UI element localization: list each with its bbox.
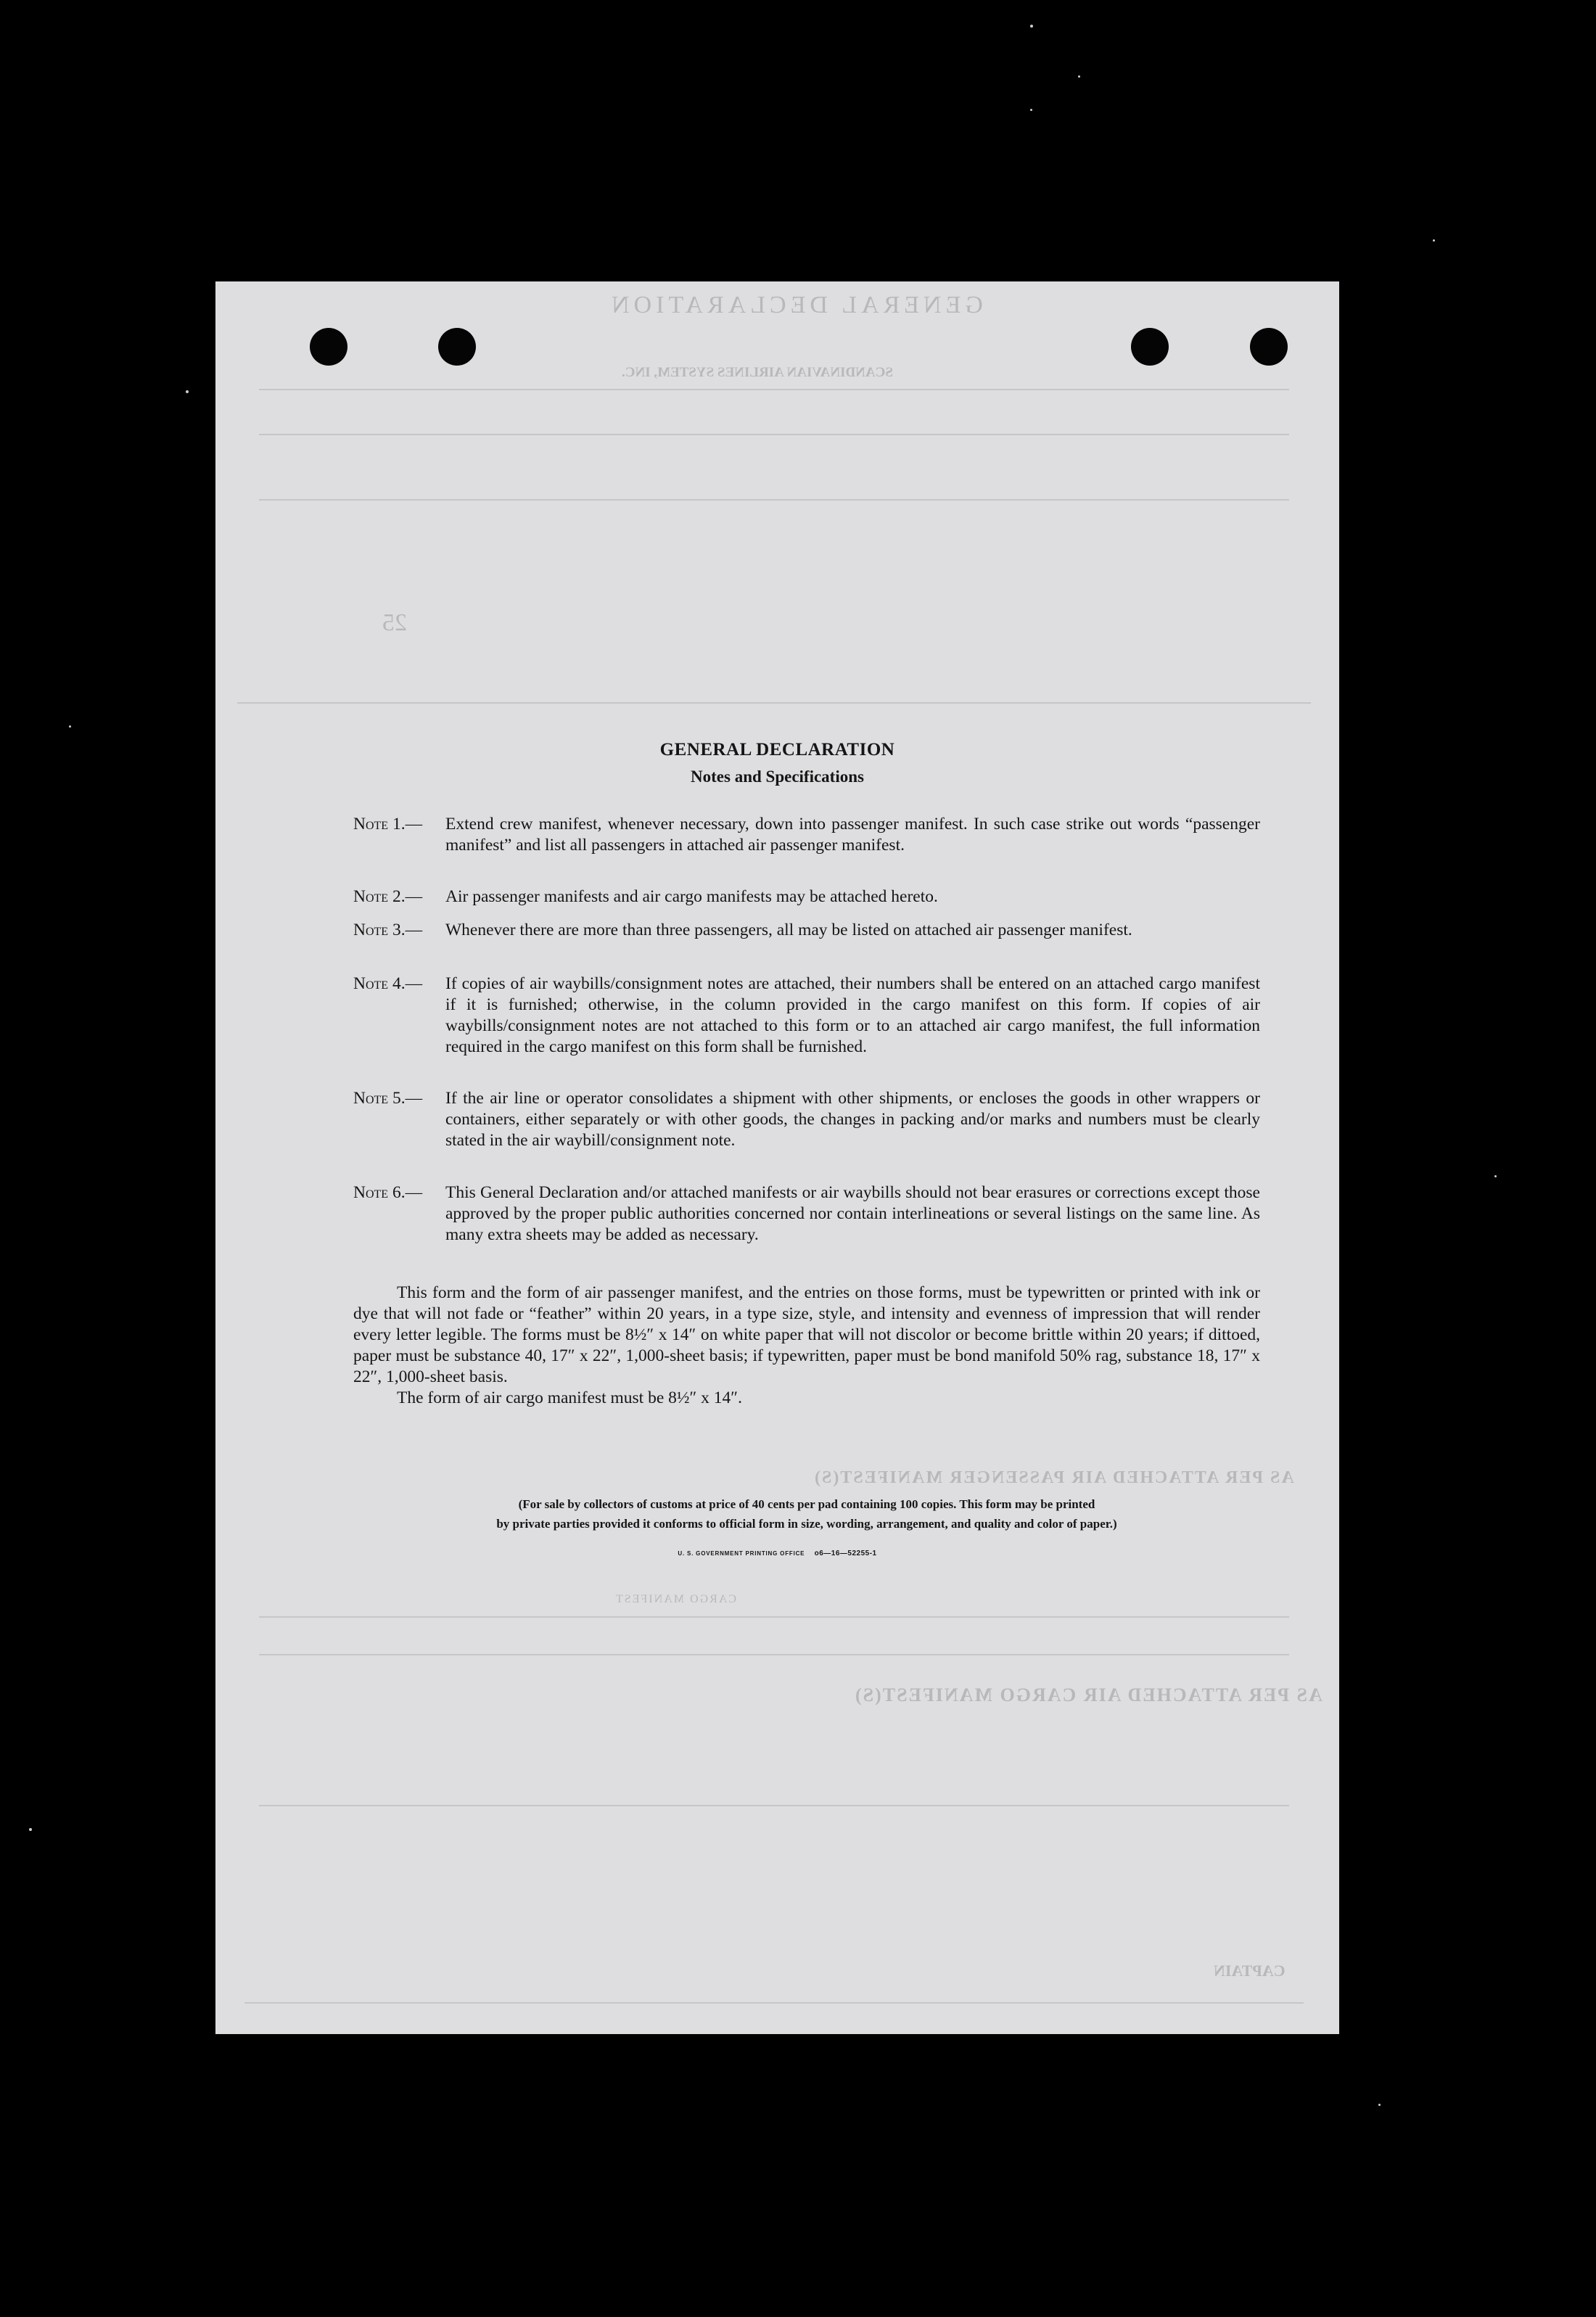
note-label: Note 5.—: [353, 1089, 423, 1108]
note-4: [353, 974, 1260, 1058]
scan-speck: [29, 1828, 32, 1831]
bleed-rule: [259, 499, 1289, 501]
bleed-rule: [259, 1805, 1289, 1806]
scan-speck: [69, 725, 71, 728]
note-text: Whenever there are more than three passengers, all may be listed on attached air passenger manifest.: [445, 921, 1132, 939]
bleed-airline: SCANDINAVIAN AIRLINES SYSTEM, INC.: [622, 365, 893, 380]
note-3: [353, 920, 1260, 941]
sale-notice-line-1: (For sale by collectors of customs at price of 40 cents per pad containing 100 copies. This form may be printed: [518, 1497, 1095, 1511]
bleed-rule: [237, 702, 1311, 704]
document-page: [215, 281, 1339, 2034]
note-text: If the air line or operator consolidates a shipment with other shipments, or encloses the goods in other wrappers or containers, either separately or with other goods, the changes in packing and/or marks and numbers must be clearly stated in the air waybill/consignment note.: [445, 1089, 1260, 1150]
note-text: Extend crew manifest, whenever necessary, down into passenger manifest. In such case strike out words “passenger manifest” and list all passengers in attached air passenger manifest.: [445, 815, 1260, 855]
scan-speck: [186, 390, 189, 393]
sale-notice: [353, 1494, 1260, 1534]
bleed-rule: [259, 1654, 1289, 1655]
note-2: [353, 886, 1260, 908]
punch-hole: [438, 328, 476, 366]
bleed-rule: [259, 1616, 1289, 1618]
note-text: If copies of air waybills/consignment notes are attached, their numbers shall be entered on an attached cargo manifest if it is furnished; otherwise, in the column provided in the cargo manifest on this form. If copies of air waybills/consignment notes are not attached to this form or to an attached air cargo manifest, the full information required in the cargo manifest on this form shall be furnished.: [445, 974, 1260, 1056]
bleed-rule: [259, 434, 1289, 435]
scan-speck: [1030, 25, 1033, 28]
note-label: Note 2.—: [353, 887, 423, 906]
bleed-header-title: GENERAL DECLARATION: [607, 292, 983, 318]
specification-paragraph: [353, 1283, 1260, 1409]
bleed-signature-label: CAPTAIN: [1214, 1962, 1286, 1980]
scan-speck: [1030, 109, 1032, 111]
scan-speck: [1433, 239, 1435, 242]
specification-last-line: The form of air cargo manifest must be 8½″ x 14″.: [397, 1388, 742, 1407]
printer-code: o6—16—52255-1: [814, 1550, 877, 1557]
note-label: Note 4.—: [353, 974, 423, 993]
note-6: [353, 1182, 1260, 1246]
scan-speck: [1078, 75, 1080, 78]
printer-office: U. S. GOVERNMENT PRINTING OFFICE: [678, 1550, 805, 1557]
scan-speck: [1494, 1175, 1497, 1177]
sale-notice-line-2: by private parties provided it conforms to official form in size, wording, arrangement, and quality and color of paper.): [496, 1517, 1117, 1531]
note-text: Air passenger manifests and air cargo manifests may be attached hereto.: [445, 887, 938, 906]
bleed-cargo-note: AS PER ATTACHED AIR CARGO MANIFEST(S): [854, 1684, 1323, 1705]
printer-imprint: [215, 1550, 1339, 1557]
note-5: [353, 1088, 1260, 1151]
bleed-rule: [244, 2002, 1304, 2004]
bleed-passenger-note: AS PER ATTACHED AIR PASSENGER MANIFEST(S): [813, 1468, 1294, 1487]
note-label: Note 3.—: [353, 921, 423, 939]
bleed-page-mark: 25: [382, 609, 407, 636]
punch-hole: [310, 328, 347, 366]
bleed-rule: [259, 389, 1289, 390]
note-text: This General Declaration and/or attached manifests or air waybills should not bear erasures or corrections except those approved by the proper public authorities concerned nor contain interlineations or several listings on the same line. As many extra sheets may be added as necessary.: [445, 1183, 1260, 1244]
punch-hole: [1250, 328, 1288, 366]
scan-speck: [1378, 2104, 1381, 2106]
document-title: GENERAL DECLARATION: [659, 740, 895, 760]
punch-hole: [1131, 328, 1169, 366]
note-label: Note 6.—: [353, 1183, 423, 1202]
note-1: [353, 814, 1260, 856]
document-subtitle: Notes and Specifications: [691, 767, 864, 786]
bleed-cargo-heading: CARGO MANIFEST: [614, 1593, 737, 1605]
specification-text: This form and the form of air passenger manifest, and the entries on those forms, must be typewritten or printed with ink or dye that will not fade or “feather” within 20 years, in a type size, style, and intensity and evenness of impression that will render every letter legible. The forms must be 8½″ x 14″ on white paper that will not discolor or become brittle within 20 years; if dittoed, paper must be substance 40, 17″ x 22″, 1,000-sheet basis; if typewritten, paper must be bond manifold 50% rag, substance 18, 17″ x 22″, 1,000-sheet basis.: [353, 1283, 1260, 1386]
note-label: Note 1.—: [353, 815, 423, 834]
